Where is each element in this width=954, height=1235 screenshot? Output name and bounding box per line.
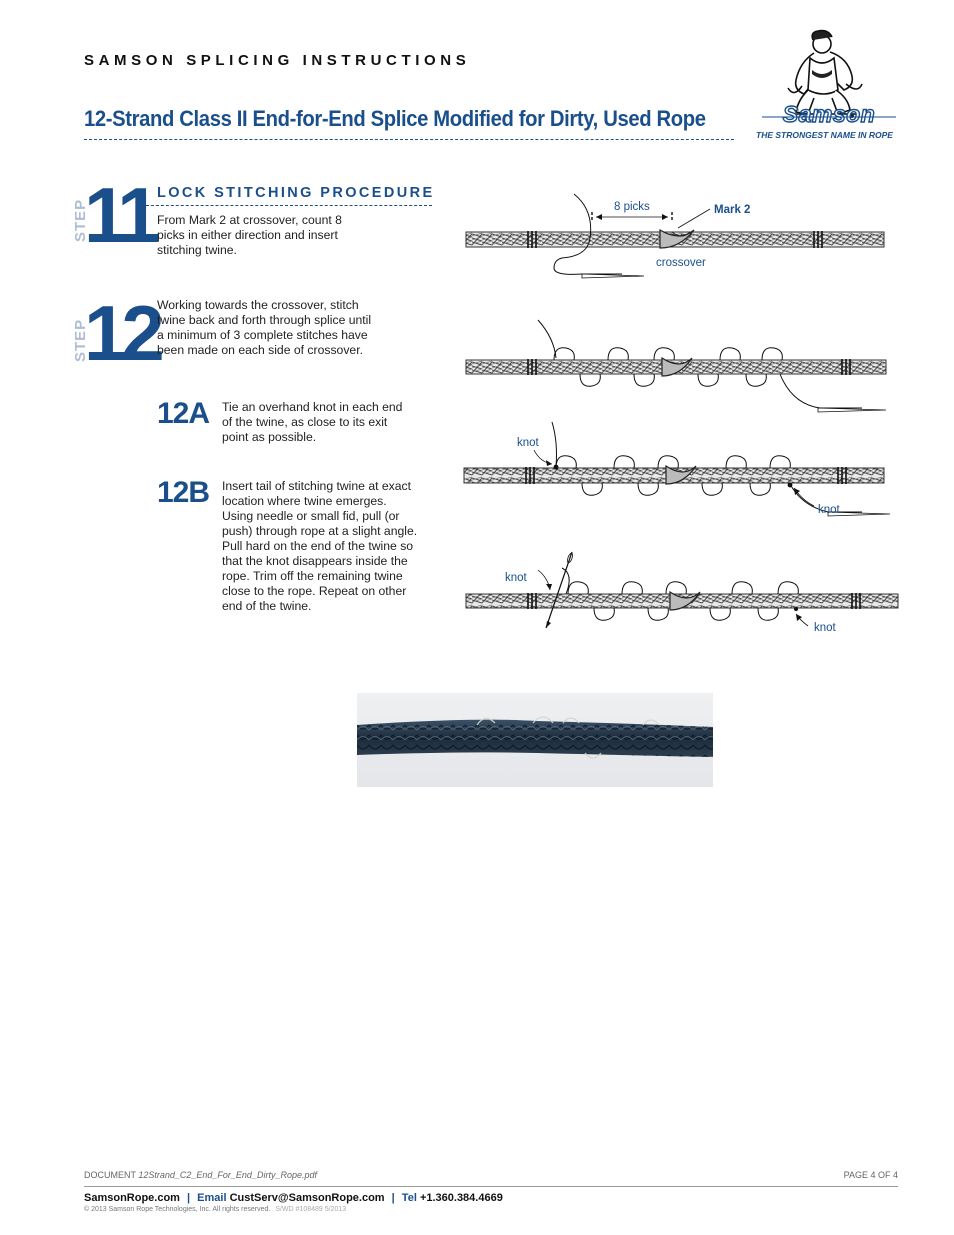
step-12a-number: 12A: [157, 397, 210, 430]
label-mark-2: Mark 2: [714, 204, 751, 216]
step-12-text: [157, 298, 371, 358]
email-label: Email: [197, 1192, 227, 1204]
section-divider: [146, 205, 432, 206]
footer-contact: [84, 1192, 503, 1204]
step-12-line: Working towards the crossover, stitch: [157, 298, 359, 312]
step-12b-line: location where twine emerges.: [222, 494, 387, 508]
step-12a-line: Tie an overhand knot in each end: [222, 400, 403, 414]
label-knot-right: knot: [818, 504, 840, 516]
step-12a-line: point as possible.: [222, 430, 317, 444]
tel-link[interactable]: +1.360.384.4669: [419, 1192, 503, 1204]
diagram-step-12: [462, 318, 902, 418]
step-11-line: From Mark 2 at crossover, count 8: [157, 213, 342, 227]
step-12-line: been made on each side of crossover.: [157, 343, 363, 357]
separator: |: [187, 1192, 191, 1204]
step-12b-line: that the knot disappears inside the: [222, 554, 408, 568]
diagram-step-12a: [462, 420, 902, 530]
step-12a-line: of the twine, as close to its exit: [222, 415, 388, 429]
samson-wordmark: [758, 104, 900, 124]
separator: |: [391, 1192, 395, 1204]
step-12-word: STEP: [72, 318, 89, 362]
document-filename: [84, 1170, 317, 1180]
document-file: 12Strand_C2_End_For_End_Dirty_Rope.pdf: [138, 1170, 317, 1180]
step-11-line: stitching twine.: [157, 243, 237, 257]
step-12b-text: [222, 479, 417, 614]
label-8-picks: 8 picks: [614, 201, 650, 213]
step-12b-line: end of the twine.: [222, 599, 312, 613]
label-crossover: crossover: [656, 257, 706, 269]
tel-label: Tel: [401, 1192, 417, 1204]
section-heading: LOCK STITCHING PROCEDURE: [157, 185, 435, 201]
logo-tagline: THE STRONGEST NAME IN ROPE: [756, 130, 893, 140]
rope-photo-image: [357, 693, 713, 787]
step-12b-line: Using needle or small fid, pull (or: [222, 509, 400, 523]
label-knot-left: knot: [517, 437, 539, 449]
step-12-line: twine back and forth through splice until: [157, 313, 372, 327]
series-title: SAMSON SPLICING INSTRUCTIONS: [84, 52, 471, 69]
document-code: S/WD #108489 5/2013: [275, 1206, 347, 1213]
step-11-text: [157, 213, 342, 258]
copyright-text: © 2013 Samson Rope Technologies, Inc. All rights reserved.: [84, 1206, 271, 1213]
step-12b-line: Pull hard on the end of the twine so: [222, 539, 414, 553]
footer-divider: [84, 1186, 898, 1187]
email-link[interactable]: CustServ@SamsonRope.com: [229, 1192, 385, 1204]
diagram-step-12b: [462, 548, 902, 648]
step-12a-text: [222, 400, 402, 445]
step-11-number: 11: [84, 171, 155, 259]
page-number: PAGE 4 OF 4: [843, 1170, 898, 1180]
step-11-line: picks in either direction and insert: [157, 228, 338, 242]
brand-wordmark-text: Samson: [782, 104, 876, 126]
step-12b-line: push) through rope at a slight angle.: [222, 524, 418, 538]
website-link[interactable]: SamsonRope.com: [84, 1192, 180, 1204]
step-12b-line: rope. Trim off the remaining twine: [222, 569, 403, 583]
step-11-word: STEP: [72, 198, 89, 242]
step-12b-line: Insert tail of stitching twine at exact: [222, 479, 411, 493]
document-title: 12-Strand Class II End-for-End Splice Modified for Dirty, Used Rope: [84, 106, 706, 131]
step-12-number: 12: [84, 289, 159, 377]
diagram-step-11: [462, 190, 902, 280]
copyright: [84, 1206, 346, 1213]
step-12b-line: close to the rope. Repeat on other: [222, 584, 407, 598]
step-12b-number: 12B: [157, 476, 210, 509]
label-knot-left: knot: [505, 572, 527, 584]
label-knot-right: knot: [814, 622, 836, 634]
finished-splice-photo: [357, 693, 713, 787]
step-12-line: a minimum of 3 complete stitches have: [157, 328, 368, 342]
samson-logo: [752, 28, 902, 143]
title-divider: [84, 139, 734, 140]
document-label: DOCUMENT: [84, 1170, 136, 1180]
